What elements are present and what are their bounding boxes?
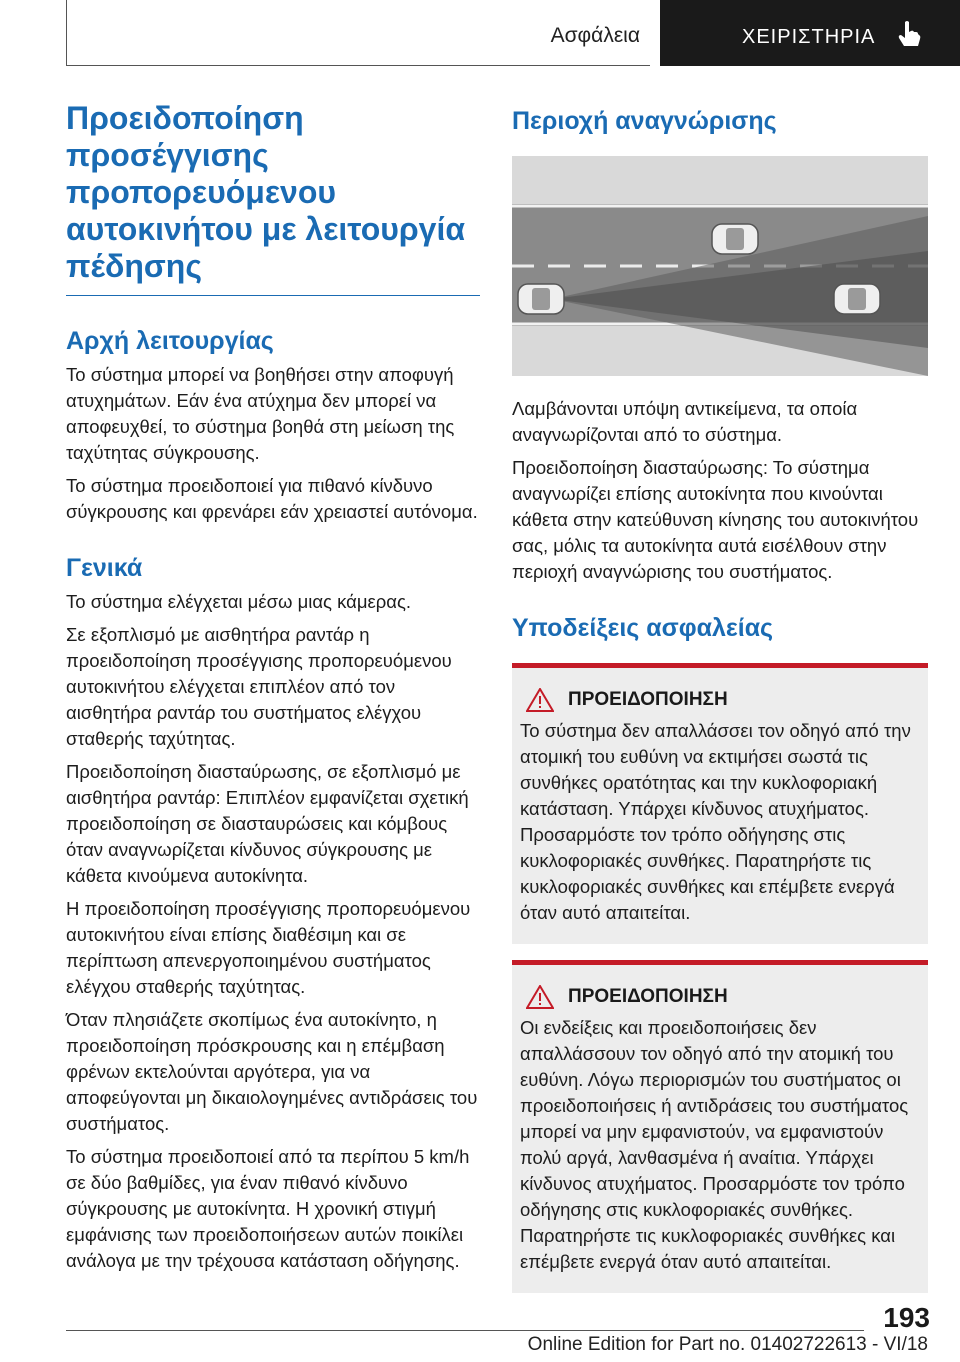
vehicle-ahead xyxy=(712,224,758,254)
own-car xyxy=(518,284,564,314)
principle-paragraph-2: Το σύστημα προειδοποιεί για πιθανό κίνδυνο σύγκρουσης και φρενάρει εάν χρειαστεί αυτόνομα. xyxy=(66,475,478,522)
chapter-tab xyxy=(660,0,960,66)
heading-principle: Αρχή λειτουργίας xyxy=(66,327,274,355)
heading-general: Γενικά xyxy=(66,554,143,582)
general-paragraph-2: Σε εξοπλισμό με αισθητήρα ραντάρ η προειδοποίηση προσέγγισης προπορευόμενου αυτοκινήτου ελέγχεται επιπλέον από τον αισθητήρα ραντάρ του συστήματος ελέγχου σταθερής ταχύτητας. xyxy=(66,624,452,749)
principle-paragraph-1: Το σύστημα μπορεί να βοηθήσει στην αποφυγή ατυχημάτων. Εάν ένα ατύχημα δεν μπορεί να αποφευχθεί, το σύστημα βοηθά στη μείωση της ταχύτητας σύγκρουσης. xyxy=(66,364,455,463)
road-diagram xyxy=(512,156,928,376)
left-column xyxy=(66,100,480,1274)
warning-text: Οι ενδείξεις και προειδοποιήσεις δεν απαλλάσσουν τον οδηγό από την ατομική του ευθύνη. Λόγω περιορισμών του συστήματος οι προειδοποιήσεις ή αντιδράσεις του συστήματος μπορεί να μην εμφανιστούν, να εμφανιστούν πολύ αργά, λανθασμένα ή αναίτια. Υπάρχει κίνδυνος ατυχήματος. Προσαρμόστε τον τρόπο οδήγησης στις κυκλοφοριακές συνθήκες. Παρατηρήστε τις κυκλοφοριακές συνθήκες και επέμβετε ενεργά όταν αυτό απαιτείται. xyxy=(520,1017,909,1272)
page-number: 193 xyxy=(883,1302,930,1333)
warning-box-2 xyxy=(512,960,928,1293)
hand-pointer-icon xyxy=(896,20,922,48)
warning-header xyxy=(526,985,920,1009)
general-paragraph-3: Προειδοποίηση διασταύρωσης, σε εξοπλισμό με αισθητήρα ραντάρ: Επιπλέον εμφανίζεται σχετική προειδοποίηση σε διασταυρώσεις και κόμβους όταν αναγνωρίζεται κίνδυνος σύγκρουσης με κάθετα κινούμενα αυτοκίνητα. xyxy=(66,761,469,886)
general-paragraph-5: Όταν πλησιάζετε σκοπίμως ένα αυτοκίνητο, η προειδοποίηση πρόσκρουσης και η επέμβαση φρένων εκτελούνται αργότερα, για να αποφεύγονται μη δικαιολογημένες αντιδράσεις του συστήματος. xyxy=(66,1009,478,1134)
general-paragraph-1: Το σύστημα ελέγχεται μέσω μιας κάμερας. xyxy=(66,591,412,612)
page-title: Προειδοποίηση προσέγγισης προπορευόμενου αυτοκινήτου με λειτουργία πέδησης xyxy=(66,100,466,284)
vehicle-in-lane xyxy=(834,284,880,314)
warning-triangle-icon xyxy=(526,985,554,1009)
detection-paragraph-2: Προειδοποίηση διασταύρωσης: Το σύστημα αναγνωρίζει επίσης αυτοκίνητα που κινούνται κάθετα στην κατεύθυνση κίνησης του αυτοκινήτου σας, μόλις τα αυτοκίνητα αυτά εισέλθουν στην περιοχή αναγνώρισης του συστήματος. xyxy=(512,457,919,582)
warning-header xyxy=(526,688,920,712)
warning-text: Το σύστημα δεν απαλλάσσει τον οδηγό από την ατομική του ευθύνη να εκτιμήσει σωστά τις συνθήκες ορατότητας και την κυκλοφοριακή κατάσταση. Υπάρχει κίνδυνος ατυχήματος. Προσαρμόστε τον τρόπο οδήγησης στις κυκλοφοριακές συνθήκες. Παρατηρήστε τις κυκλοφοριακές συνθήκες και επέμβετε ενεργά όταν αυτό απαιτείται. xyxy=(520,720,911,923)
warning-triangle-icon xyxy=(526,688,554,712)
heading-detection-area: Περιοχή αναγνώρισης xyxy=(512,107,777,135)
title-rule xyxy=(66,295,480,296)
detection-area-illustration xyxy=(512,156,928,376)
footer-edition: Online Edition for Part no. 01402722613 - VI/18 xyxy=(527,1334,928,1355)
warning-box-1 xyxy=(512,663,928,944)
general-paragraph-4: Η προειδοποίηση προσέγγισης προπορευόμενου αυτοκινήτου είναι επίσης διαθέσιμη και σε περίπτωση απενεργοποιημένου συστήματος ελέγχου σταθερής ταχύτητας. xyxy=(66,898,471,997)
header-section-title: Ασφάλεια xyxy=(550,24,640,47)
chapter-tab-label: ΧΕΙΡΙΣΤΗΡΙΑ xyxy=(742,26,876,48)
warning-title: ΠΡΟΕΙΔΟΠΟΙΗΣΗ xyxy=(568,689,728,710)
detection-paragraph-1: Λαμβάνονται υπόψη αντικείμενα, τα οποία αναγνωρίζονται από το σύστημα. xyxy=(512,398,858,445)
header-rule xyxy=(66,65,650,66)
warning-title: ΠΡΟΕΙΔΟΠΟΙΗΣΗ xyxy=(568,986,728,1007)
header-left-rule xyxy=(66,0,67,66)
footer-rule xyxy=(66,1330,864,1331)
heading-safety-notes: Υποδείξεις ασφαλείας xyxy=(512,614,774,642)
general-paragraph-6: Το σύστημα προειδοποιεί από τα περίπου 5 km/h σε δύο βαθμίδες, για έναν πιθανό κίνδυνο σύγκρουσης με αυτοκίνητα. Η χρονική στιγμή εμφάνισης των προειδοποιήσεων αυτών ποικίλει ανάλογα με την τρέχουσα κατάσταση οδήγησης. xyxy=(66,1146,470,1271)
right-column xyxy=(512,100,928,1293)
